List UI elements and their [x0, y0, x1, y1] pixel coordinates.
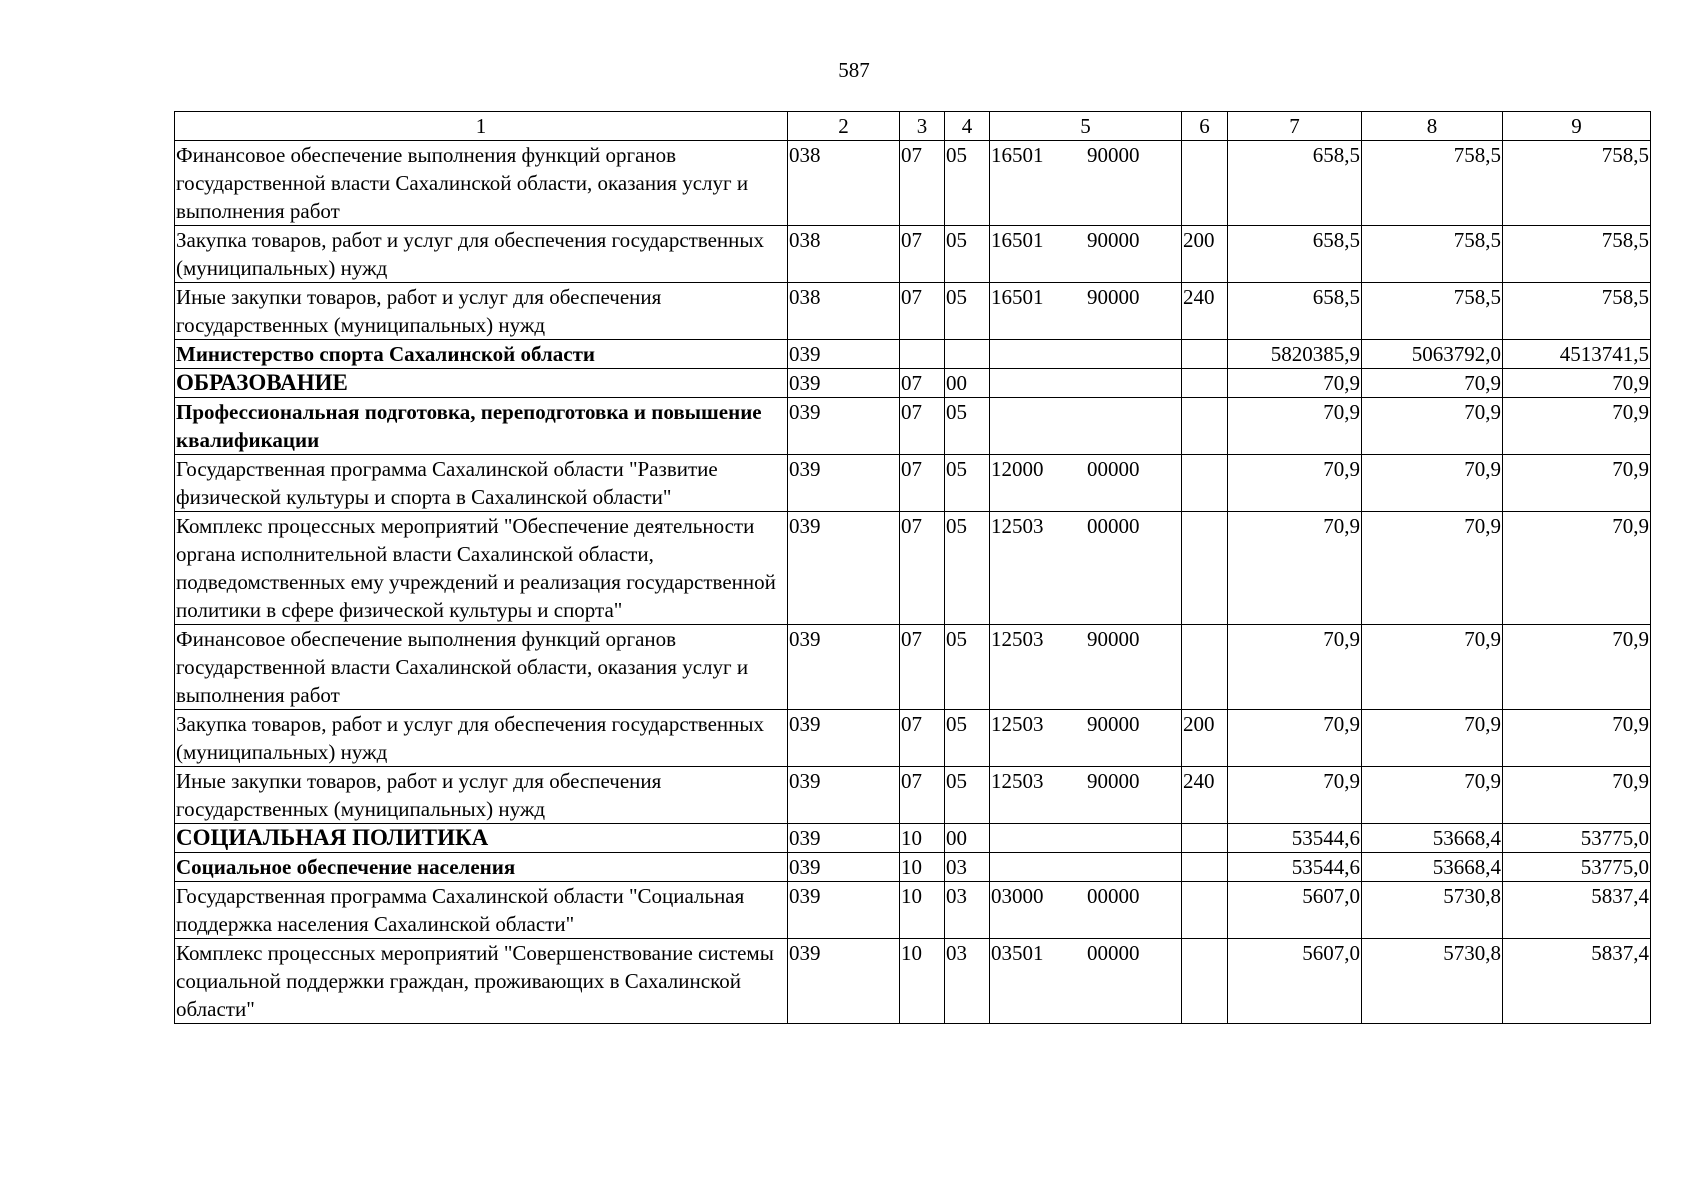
amount-col-8-cell: 70,9 — [1362, 625, 1503, 710]
subsection-cell: 03 — [945, 939, 990, 1024]
table-row — [175, 882, 1651, 939]
target-item-cell — [990, 710, 1182, 767]
target-item-direction: 00000 — [1087, 884, 1140, 908]
target-item-direction: 00000 — [1087, 457, 1140, 481]
amount-col-9-cell: 70,9 — [1503, 767, 1651, 824]
section-cell: 10 — [900, 824, 945, 853]
subsection-cell: 05 — [945, 455, 990, 512]
admin-code-cell: 038 — [788, 226, 900, 283]
table-row — [175, 340, 1651, 369]
subsection-cell — [945, 340, 990, 369]
section-cell: 07 — [900, 141, 945, 226]
table-row — [175, 824, 1651, 853]
amount-col-9-cell: 758,5 — [1503, 226, 1651, 283]
header-col-2: 2 — [788, 112, 900, 141]
header-row — [175, 112, 1651, 141]
target-item-program: 12503 — [991, 769, 1044, 793]
amount-col-9-cell: 758,5 — [1503, 283, 1651, 340]
row-name-cell: Закупка товаров, работ и услуг для обеспечения государственных (муниципальных) нужд — [175, 710, 788, 767]
header-col-4: 4 — [945, 112, 990, 141]
amount-col-9-cell: 70,9 — [1503, 625, 1651, 710]
row-name-cell: Министерство спорта Сахалинской области — [175, 340, 788, 369]
expense-type-cell — [1182, 398, 1228, 455]
amount-col-7-cell: 70,9 — [1228, 398, 1362, 455]
amount-col-7-cell: 5607,0 — [1228, 882, 1362, 939]
table-row — [175, 398, 1651, 455]
expense-type-cell — [1182, 824, 1228, 853]
amount-col-9-cell: 758,5 — [1503, 141, 1651, 226]
target-item-cell — [990, 625, 1182, 710]
target-item-program: 12503 — [991, 627, 1044, 651]
target-item-direction: 00000 — [1087, 514, 1140, 538]
amount-col-8-cell: 5730,8 — [1362, 882, 1503, 939]
target-item-program: 16501 — [991, 285, 1044, 309]
row-name-cell: ОБРАЗОВАНИЕ — [175, 369, 788, 398]
table-row — [175, 226, 1651, 283]
target-item-program: 12503 — [991, 514, 1044, 538]
target-item-cell — [990, 369, 1182, 398]
subsection-cell: 03 — [945, 853, 990, 882]
subsection-cell: 05 — [945, 283, 990, 340]
target-item-cell — [990, 824, 1182, 853]
amount-col-7-cell: 53544,6 — [1228, 853, 1362, 882]
amount-col-8-cell: 5063792,0 — [1362, 340, 1503, 369]
expense-type-cell — [1182, 853, 1228, 882]
section-cell: 07 — [900, 710, 945, 767]
expense-type-cell: 200 — [1182, 710, 1228, 767]
target-item-cell — [990, 340, 1182, 369]
amount-col-7-cell: 70,9 — [1228, 455, 1362, 512]
row-name-cell: Комплекс процессных мероприятий "Обеспечение деятельности органа исполнительной власти Сахалинской области, подведомственных ему учреждений и реализация государственной политики в сфере физической культуры и спорта" — [175, 512, 788, 625]
section-cell: 07 — [900, 226, 945, 283]
target-item-direction: 90000 — [1087, 143, 1140, 167]
table-row — [175, 710, 1651, 767]
budget-table — [174, 111, 1651, 1024]
section-cell: 10 — [900, 882, 945, 939]
row-name-cell: Государственная программа Сахалинской области "Социальная поддержка населения Сахалинской области" — [175, 882, 788, 939]
table-row — [175, 369, 1651, 398]
target-item-direction: 00000 — [1087, 941, 1140, 965]
expense-type-cell — [1182, 512, 1228, 625]
row-name-cell: Финансовое обеспечение выполнения функций органов государственной власти Сахалинской области, оказания услуг и выполнения работ — [175, 141, 788, 226]
amount-col-9-cell: 4513741,5 — [1503, 340, 1651, 369]
expense-type-cell — [1182, 882, 1228, 939]
admin-code-cell: 039 — [788, 767, 900, 824]
subsection-cell: 05 — [945, 141, 990, 226]
amount-col-8-cell: 53668,4 — [1362, 824, 1503, 853]
amount-col-9-cell: 53775,0 — [1503, 853, 1651, 882]
subsection-cell: 05 — [945, 710, 990, 767]
section-cell: 07 — [900, 625, 945, 710]
amount-col-7-cell: 70,9 — [1228, 369, 1362, 398]
header-col-1: 1 — [175, 112, 788, 141]
table-row — [175, 625, 1651, 710]
amount-col-7-cell: 5607,0 — [1228, 939, 1362, 1024]
target-item-cell — [990, 512, 1182, 625]
admin-code-cell: 039 — [788, 824, 900, 853]
expense-type-cell — [1182, 141, 1228, 226]
target-item-cell — [990, 455, 1182, 512]
target-item-direction: 90000 — [1087, 627, 1140, 651]
row-name-cell: СОЦИАЛЬНАЯ ПОЛИТИКА — [175, 824, 788, 853]
amount-col-7-cell: 70,9 — [1228, 710, 1362, 767]
page-number: 587 — [838, 58, 870, 82]
section-cell: 07 — [900, 512, 945, 625]
expense-type-cell — [1182, 340, 1228, 369]
amount-col-7-cell: 658,5 — [1228, 226, 1362, 283]
admin-code-cell: 038 — [788, 283, 900, 340]
amount-col-7-cell: 53544,6 — [1228, 824, 1362, 853]
section-cell: 07 — [900, 767, 945, 824]
admin-code-cell: 038 — [788, 141, 900, 226]
amount-col-8-cell: 70,9 — [1362, 512, 1503, 625]
subsection-cell: 03 — [945, 882, 990, 939]
expense-type-cell — [1182, 369, 1228, 398]
admin-code-cell: 039 — [788, 369, 900, 398]
subsection-cell: 05 — [945, 512, 990, 625]
amount-col-9-cell: 70,9 — [1503, 512, 1651, 625]
table-row — [175, 141, 1651, 226]
amount-col-8-cell: 758,5 — [1362, 283, 1503, 340]
amount-col-9-cell: 70,9 — [1503, 455, 1651, 512]
admin-code-cell: 039 — [788, 455, 900, 512]
amount-col-8-cell: 758,5 — [1362, 226, 1503, 283]
section-cell: 07 — [900, 455, 945, 512]
amount-col-7-cell: 70,9 — [1228, 767, 1362, 824]
table-row — [175, 939, 1651, 1024]
amount-col-9-cell: 70,9 — [1503, 398, 1651, 455]
target-item-cell — [990, 226, 1182, 283]
target-item-cell — [990, 283, 1182, 340]
target-item-direction: 90000 — [1087, 712, 1140, 736]
header-col-9: 9 — [1503, 112, 1651, 141]
amount-col-9-cell: 5837,4 — [1503, 882, 1651, 939]
target-item-program: 16501 — [991, 228, 1044, 252]
target-item-program: 12000 — [991, 457, 1044, 481]
amount-col-7-cell: 70,9 — [1228, 512, 1362, 625]
header-col-3: 3 — [900, 112, 945, 141]
header-col-5: 5 — [990, 112, 1182, 141]
subsection-cell: 05 — [945, 226, 990, 283]
table-row — [175, 853, 1651, 882]
target-item-direction: 90000 — [1087, 228, 1140, 252]
target-item-cell — [990, 141, 1182, 226]
expense-type-cell — [1182, 455, 1228, 512]
subsection-cell: 00 — [945, 824, 990, 853]
admin-code-cell: 039 — [788, 882, 900, 939]
section-cell: 07 — [900, 369, 945, 398]
amount-col-7-cell: 5820385,9 — [1228, 340, 1362, 369]
amount-col-8-cell: 70,9 — [1362, 710, 1503, 767]
target-item-program: 03000 — [991, 884, 1044, 908]
header-col-6: 6 — [1182, 112, 1228, 141]
expense-type-cell — [1182, 939, 1228, 1024]
row-name-cell: Комплекс процессных мероприятий "Совершенствование системы социальной поддержки граждан, проживающих в Сахалинской области" — [175, 939, 788, 1024]
section-cell: 10 — [900, 853, 945, 882]
row-name-cell: Закупка товаров, работ и услуг для обеспечения государственных (муниципальных) нужд — [175, 226, 788, 283]
amount-col-8-cell: 5730,8 — [1362, 939, 1503, 1024]
section-cell: 10 — [900, 939, 945, 1024]
table-row — [175, 767, 1651, 824]
target-item-program: 12503 — [991, 712, 1044, 736]
admin-code-cell: 039 — [788, 939, 900, 1024]
subsection-cell: 05 — [945, 625, 990, 710]
section-cell: 07 — [900, 398, 945, 455]
header-col-8: 8 — [1362, 112, 1503, 141]
expense-type-cell: 240 — [1182, 767, 1228, 824]
subsection-cell: 05 — [945, 398, 990, 455]
admin-code-cell: 039 — [788, 625, 900, 710]
table-body — [175, 141, 1651, 1024]
target-item-program: 16501 — [991, 143, 1044, 167]
section-cell: 07 — [900, 283, 945, 340]
table-header — [175, 112, 1651, 141]
admin-code-cell: 039 — [788, 512, 900, 625]
section-cell — [900, 340, 945, 369]
table-row — [175, 512, 1651, 625]
amount-col-9-cell: 5837,4 — [1503, 939, 1651, 1024]
admin-code-cell: 039 — [788, 710, 900, 767]
amount-col-9-cell: 70,9 — [1503, 369, 1651, 398]
amount-col-8-cell: 70,9 — [1362, 369, 1503, 398]
header-col-7: 7 — [1228, 112, 1362, 141]
target-item-cell — [990, 882, 1182, 939]
admin-code-cell: 039 — [788, 853, 900, 882]
amount-col-8-cell: 758,5 — [1362, 141, 1503, 226]
row-name-cell: Иные закупки товаров, работ и услуг для обеспечения государственных (муниципальных) нужд — [175, 767, 788, 824]
target-item-cell — [990, 398, 1182, 455]
row-name-cell: Финансовое обеспечение выполнения функций органов государственной власти Сахалинской области, оказания услуг и выполнения работ — [175, 625, 788, 710]
admin-code-cell: 039 — [788, 398, 900, 455]
expense-type-cell: 240 — [1182, 283, 1228, 340]
amount-col-8-cell: 70,9 — [1362, 398, 1503, 455]
target-item-program: 03501 — [991, 941, 1044, 965]
expense-type-cell — [1182, 625, 1228, 710]
amount-col-8-cell: 53668,4 — [1362, 853, 1503, 882]
amount-col-7-cell: 658,5 — [1228, 283, 1362, 340]
amount-col-8-cell: 70,9 — [1362, 455, 1503, 512]
target-item-cell — [990, 767, 1182, 824]
target-item-direction: 90000 — [1087, 285, 1140, 309]
subsection-cell: 00 — [945, 369, 990, 398]
table-row — [175, 455, 1651, 512]
amount-col-7-cell: 658,5 — [1228, 141, 1362, 226]
row-name-cell: Социальное обеспечение населения — [175, 853, 788, 882]
target-item-direction: 90000 — [1087, 769, 1140, 793]
amount-col-9-cell: 70,9 — [1503, 710, 1651, 767]
amount-col-7-cell: 70,9 — [1228, 625, 1362, 710]
row-name-cell: Иные закупки товаров, работ и услуг для обеспечения государственных (муниципальных) нужд — [175, 283, 788, 340]
amount-col-9-cell: 53775,0 — [1503, 824, 1651, 853]
amount-col-8-cell: 70,9 — [1362, 767, 1503, 824]
row-name-cell: Профессиональная подготовка, переподготовка и повышение квалификации — [175, 398, 788, 455]
target-item-cell — [990, 939, 1182, 1024]
table-row — [175, 283, 1651, 340]
admin-code-cell: 039 — [788, 340, 900, 369]
row-name-cell: Государственная программа Сахалинской области "Развитие физической культуры и спорта в Сахалинской области" — [175, 455, 788, 512]
subsection-cell: 05 — [945, 767, 990, 824]
expense-type-cell: 200 — [1182, 226, 1228, 283]
target-item-cell — [990, 853, 1182, 882]
